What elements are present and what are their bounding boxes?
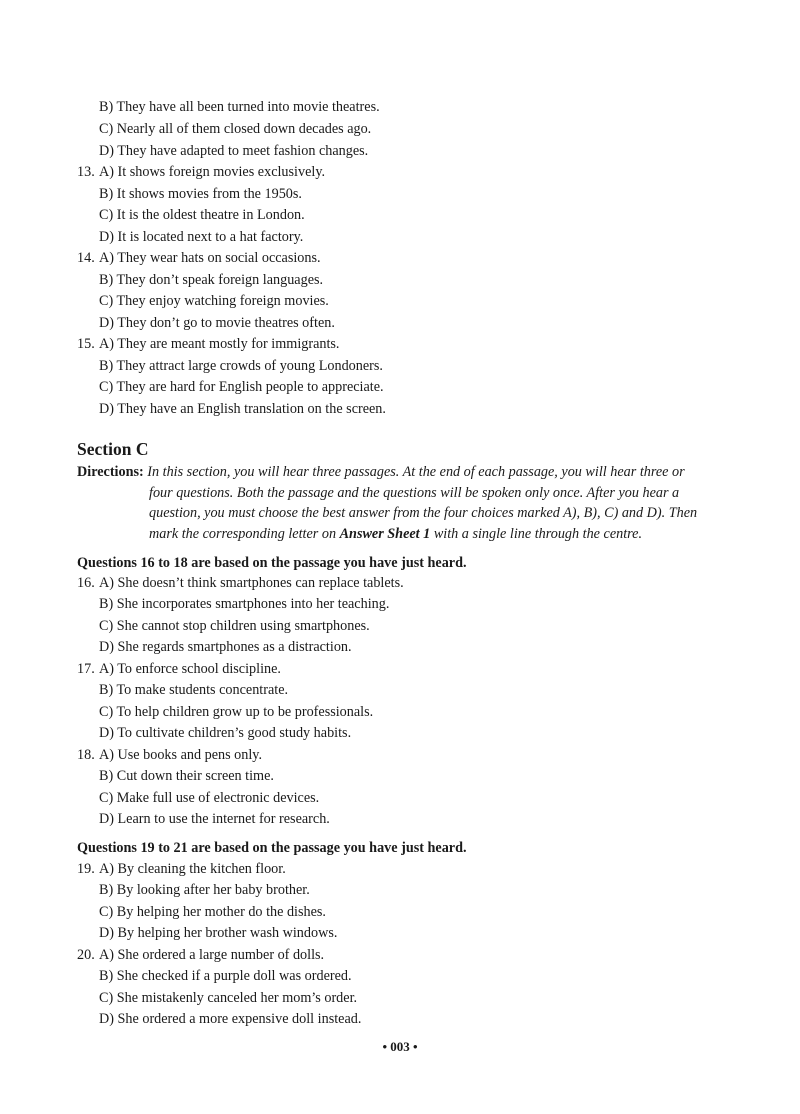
q18-option-b: B) Cut down their screen time. (99, 768, 274, 784)
q17-option-a: A) To enforce school discipline. (99, 661, 281, 677)
q12-option-c: C) Nearly all of them closed down decades ago. (99, 121, 372, 137)
q17-option-d: D) To cultivate children’s good study habits. (99, 725, 352, 741)
q18-option-a: A) Use books and pens only. (99, 747, 263, 763)
q14-option-a: A) They wear hats on social occasions. (99, 250, 321, 266)
q20-option-a: A) She ordered a large number of dolls. (99, 947, 325, 963)
q15-option-c: C) They are hard for English people to appreciate. (99, 379, 384, 395)
q15-option-a: A) They are meant mostly for immigrants. (99, 336, 340, 352)
q16-number: 16. (77, 575, 95, 591)
q12-option-d: D) They have adapted to meet fashion changes. (99, 143, 369, 159)
q19-option-d: D) By helping her brother wash windows. (99, 925, 338, 941)
q17-option-c: C) To help children grow up to be professionals. (99, 704, 374, 720)
directions-text-4a: mark the corresponding letter on (149, 526, 340, 542)
directions-line-4 (149, 524, 642, 545)
q19-number: 19. (77, 861, 95, 877)
q14-option-d: D) They don’t go to movie theatres often. (99, 315, 335, 331)
q16-option-b: B) She incorporates smartphones into her teaching. (99, 596, 390, 612)
directions-line-1 (77, 462, 685, 483)
section-c-title: Section C (77, 439, 149, 459)
q16-option-c: C) She cannot stop children using smartphones. (99, 618, 370, 634)
q13-option-a: A) It shows foreign movies exclusively. (99, 164, 326, 180)
answer-sheet-ref: Answer Sheet 1 (339, 526, 431, 542)
directions-label: Directions: (77, 464, 144, 480)
q20-option-b: B) She checked if a purple doll was ordered. (99, 968, 352, 984)
directions-text-4b: with a single line through the centre. (430, 526, 642, 542)
q20-option-d: D) She ordered a more expensive doll instead. (99, 1011, 362, 1027)
q14-option-c: C) They enjoy watching foreign movies. (99, 293, 329, 309)
q16-option-d: D) She regards smartphones as a distraction. (99, 639, 352, 655)
directions-line-2: four questions. Both the passage and the questions will be spoken only once. After you hear a (149, 485, 680, 501)
q13-option-c: C) It is the oldest theatre in London. (99, 207, 305, 223)
q17-number: 17. (77, 661, 95, 677)
q13-option-b: B) It shows movies from the 1950s. (99, 186, 302, 202)
q19-option-a: A) By cleaning the kitchen floor. (99, 861, 286, 877)
questions-16-18-header: Questions 16 to 18 are based on the passage you have just heard. (77, 555, 467, 571)
q18-option-c: C) Make full use of electronic devices. (99, 790, 320, 806)
q15-number: 15. (77, 336, 95, 352)
q19-option-b: B) By looking after her baby brother. (99, 882, 310, 898)
q14-option-b: B) They don’t speak foreign languages. (99, 272, 324, 288)
q20-option-c: C) She mistakenly canceled her mom’s order. (99, 990, 358, 1006)
q15-option-d: D) They have an English translation on the screen. (99, 401, 386, 417)
directions-text-1: In this section, you will hear three passages. At the end of each passage, you will hear three or (147, 464, 685, 480)
q16-option-a: A) She doesn’t think smartphones can replace tablets. (99, 575, 404, 591)
q12-option-b: B) They have all been turned into movie theatres. (99, 99, 380, 115)
q20-number: 20. (77, 947, 95, 963)
q14-number: 14. (77, 250, 95, 266)
q18-number: 18. (77, 747, 95, 763)
q18-option-d: D) Learn to use the internet for research. (99, 811, 330, 827)
directions-line-3: question, you must choose the best answer from the four choices marked A), B), C) and D). Then (149, 505, 698, 521)
questions-19-21-header: Questions 19 to 21 are based on the passage you have just heard. (77, 840, 467, 856)
page-number: • 003 • (382, 1039, 418, 1054)
q19-option-c: C) By helping her mother do the dishes. (99, 904, 326, 920)
q17-option-b: B) To make students concentrate. (99, 682, 289, 698)
q15-option-b: B) They attract large crowds of young Londoners. (99, 358, 383, 374)
q13-number: 13. (77, 164, 95, 180)
q13-option-d: D) It is located next to a hat factory. (99, 229, 304, 245)
